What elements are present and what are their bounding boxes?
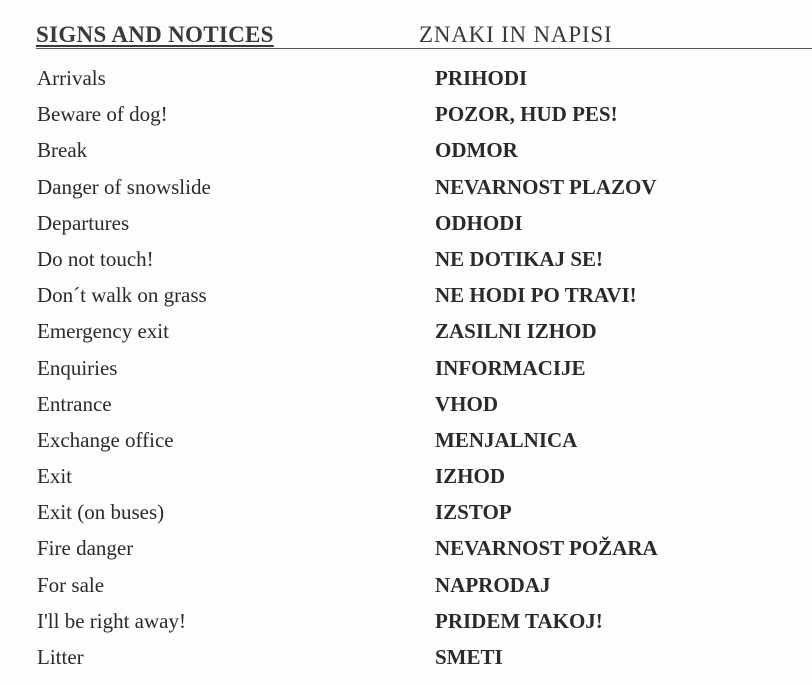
table-row: [0, 388, 812, 424]
slovene-phrase: ODHODI: [435, 210, 523, 235]
english-phrase: Exit (on buses): [37, 500, 165, 525]
slovene-phrase: VHOD: [435, 391, 498, 416]
table-row: [0, 496, 812, 532]
table-row: [0, 532, 812, 568]
table-row: [0, 352, 812, 388]
english-phrase: Danger of snowslide: [37, 174, 211, 199]
english-phrase: Exit: [37, 464, 72, 489]
table-row: [0, 605, 812, 641]
table-row: [0, 98, 812, 134]
header-english: SIGNS AND NOTICES: [36, 22, 274, 47]
slovene-phrase: ODMOR: [435, 138, 518, 163]
english-phrase: I'll be right away!: [37, 608, 186, 633]
english-phrase: Arrivals: [37, 66, 106, 90]
table-row: [0, 134, 812, 170]
slovene-phrase: NE DOTIKAJ SE!: [435, 246, 604, 271]
table-row: [0, 279, 812, 315]
table-row: [0, 207, 812, 243]
english-phrase: Emergency exit: [37, 319, 169, 344]
slovene-phrase: IZHOD: [435, 464, 506, 489]
table-row: [0, 460, 812, 496]
table-row: [0, 424, 812, 460]
slovene-phrase: ZASILNI IZHOD: [435, 319, 597, 344]
slovene-phrase: NAPRODAJ: [435, 572, 551, 597]
slovene-phrase: MENJALNICA: [435, 427, 578, 452]
slovene-phrase: IZSTOP: [435, 500, 512, 525]
english-phrase: Do not touch!: [37, 246, 154, 271]
slovene-phrase: POZOR, HUD PES!: [435, 102, 618, 127]
slovene-phrase: SMETI: [435, 645, 503, 669]
table-header: [36, 22, 812, 49]
slovene-phrase: PRIHODI: [435, 66, 528, 90]
table-row: [0, 62, 812, 98]
english-phrase: Exchange office: [37, 427, 174, 452]
table-row: [0, 243, 812, 279]
table-row: [0, 641, 812, 677]
english-phrase: Litter: [37, 645, 84, 669]
table-row: [0, 315, 812, 351]
header-slovene: ZNAKI IN NAPISI: [419, 22, 613, 47]
english-phrase: Break: [37, 138, 88, 163]
english-phrase: Beware of dog!: [37, 102, 168, 127]
slovene-phrase: PRIDEM TAKOJ!: [435, 608, 603, 633]
table-row: [0, 569, 812, 605]
slovene-phrase: INFORMACIJE: [435, 355, 586, 380]
slovene-phrase: NE HODI PO TRAVI!: [435, 283, 637, 308]
slovene-phrase: NEVARNOST POŽARA: [435, 536, 658, 561]
english-phrase: Entrance: [37, 391, 112, 416]
slovene-phrase: NEVARNOST PLAZOV: [435, 174, 657, 199]
english-phrase: Don´t walk on grass: [37, 283, 207, 308]
english-phrase: Enquiries: [37, 355, 118, 380]
english-phrase: Departures: [37, 210, 130, 235]
phrase-list: [0, 62, 812, 677]
english-phrase: Fire danger: [37, 536, 134, 561]
english-phrase: For sale: [37, 572, 105, 597]
table-row: [0, 171, 812, 207]
